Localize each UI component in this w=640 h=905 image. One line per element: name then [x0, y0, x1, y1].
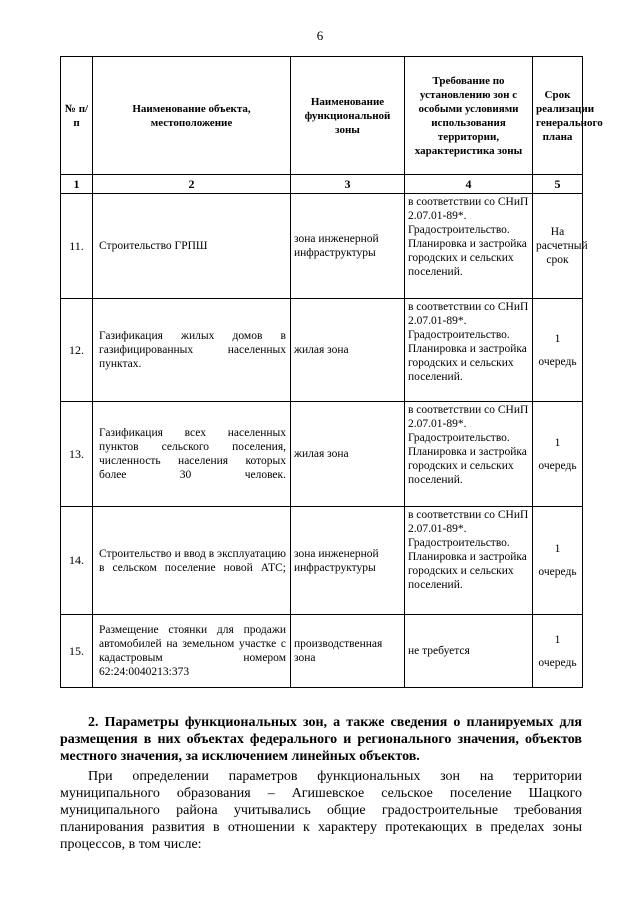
zone-name: жилая зона	[291, 402, 405, 507]
term-line-1: 1	[554, 436, 561, 449]
zone-requirement: в соответствии со СНиП 2.07.01-89*. Градостроительство. Планировка и застройка городских и сельских поселений.	[405, 507, 533, 615]
object-name: Строительство и ввод в эксплуатацию в сельском поселение новой АТС;	[93, 507, 291, 615]
row-number: 12.	[61, 299, 93, 402]
zone-requirement: в соответствии со СНиП 2.07.01-89*. Градостроительство. Планировка и застройка городских и сельских поселений.	[405, 194, 533, 299]
table-row	[61, 507, 583, 615]
term-line-2: очередь	[538, 459, 577, 472]
column-number: 5	[533, 175, 583, 194]
table-header-row	[61, 57, 583, 175]
object-name: Строительство ГРПШ	[93, 194, 291, 299]
column-number: 3	[291, 175, 405, 194]
implementation-term	[533, 299, 583, 402]
term-line-2: расчетный срок	[536, 240, 588, 266]
zone-requirement: в соответствии со СНиП 2.07.01-89*. Градостроительство. Планировка и застройка городских и сельских поселений.	[405, 299, 533, 402]
zone-requirement: не требуется	[405, 615, 533, 688]
planned-objects-table	[60, 56, 603, 688]
row-number: 11.	[61, 194, 93, 299]
implementation-term	[533, 194, 588, 299]
table-row	[61, 194, 583, 299]
object-name: Размещение стоянки для продажи автомобилей на земельном участке с кадастровым номером 62:24:0040213:373	[93, 615, 291, 688]
object-name: Газификация всех населенных пунктов сельского поселения, численность населения которых более 30 человек.	[93, 402, 291, 507]
header-zone: Наименование функциональной зоны	[291, 57, 405, 175]
term-line-1: На	[550, 226, 565, 238]
table-row	[61, 615, 583, 688]
term-line-2: очередь	[538, 656, 577, 669]
column-number: 4	[405, 175, 533, 194]
header-num: № п/п	[61, 57, 93, 175]
term-line-2: очередь	[538, 566, 577, 578]
table-row	[61, 402, 583, 507]
implementation-term	[533, 402, 583, 507]
term-line-1: 1	[554, 332, 561, 345]
header-term: Срок реализации генерального плана	[533, 57, 583, 175]
zone-requirement: в соответствии со СНиП 2.07.01-89*. Градостроительство. Планировка и застройка городских и сельских поселений.	[405, 402, 533, 507]
zone-name: зона инженерной инфраструктуры	[291, 194, 405, 299]
column-number: 1	[61, 175, 93, 194]
object-name: Газификация жилых домов в газифицированных населенных пунктах.	[93, 299, 291, 402]
zone-name: зона инженерной инфраструктуры	[291, 507, 405, 615]
row-number: 15.	[61, 615, 93, 688]
row-number: 13.	[61, 402, 93, 507]
column-number: 2	[93, 175, 291, 194]
zone-name: производственная зона	[291, 615, 405, 688]
zone-name: жилая зона	[291, 299, 405, 402]
page-number: 6	[316, 28, 324, 43]
term-line-1: 1	[554, 543, 561, 555]
table-row	[61, 299, 583, 402]
implementation-term	[533, 615, 583, 688]
header-object: Наименование объекта, местоположение	[93, 57, 291, 175]
row-number: 14.	[61, 507, 93, 615]
functional-zones-section	[60, 714, 582, 853]
header-requirement: Требование по установлению зон с особыми условиями использования территории, характеристика зоны	[405, 57, 533, 175]
section-paragraph: При определении параметров функциональных зон на территории муниципального образования – Агишевское сельское поселение Шацкого муниципального района учитывались общие градостроительные требования планирования развития в отношении к характеру протекающих в пределах зоны процессов, в том числе:	[60, 769, 582, 852]
term-line-1: 1	[554, 633, 561, 646]
term-line-2: очередь	[538, 355, 577, 368]
column-numbers-row	[61, 175, 583, 194]
section-heading: 2. Параметры функциональных зон, а также сведения о планируемых для размещения в них объектах федерального и регионального значения, объектов местного значения, за исключением линейных объектов.	[60, 715, 582, 764]
implementation-term	[533, 507, 583, 615]
